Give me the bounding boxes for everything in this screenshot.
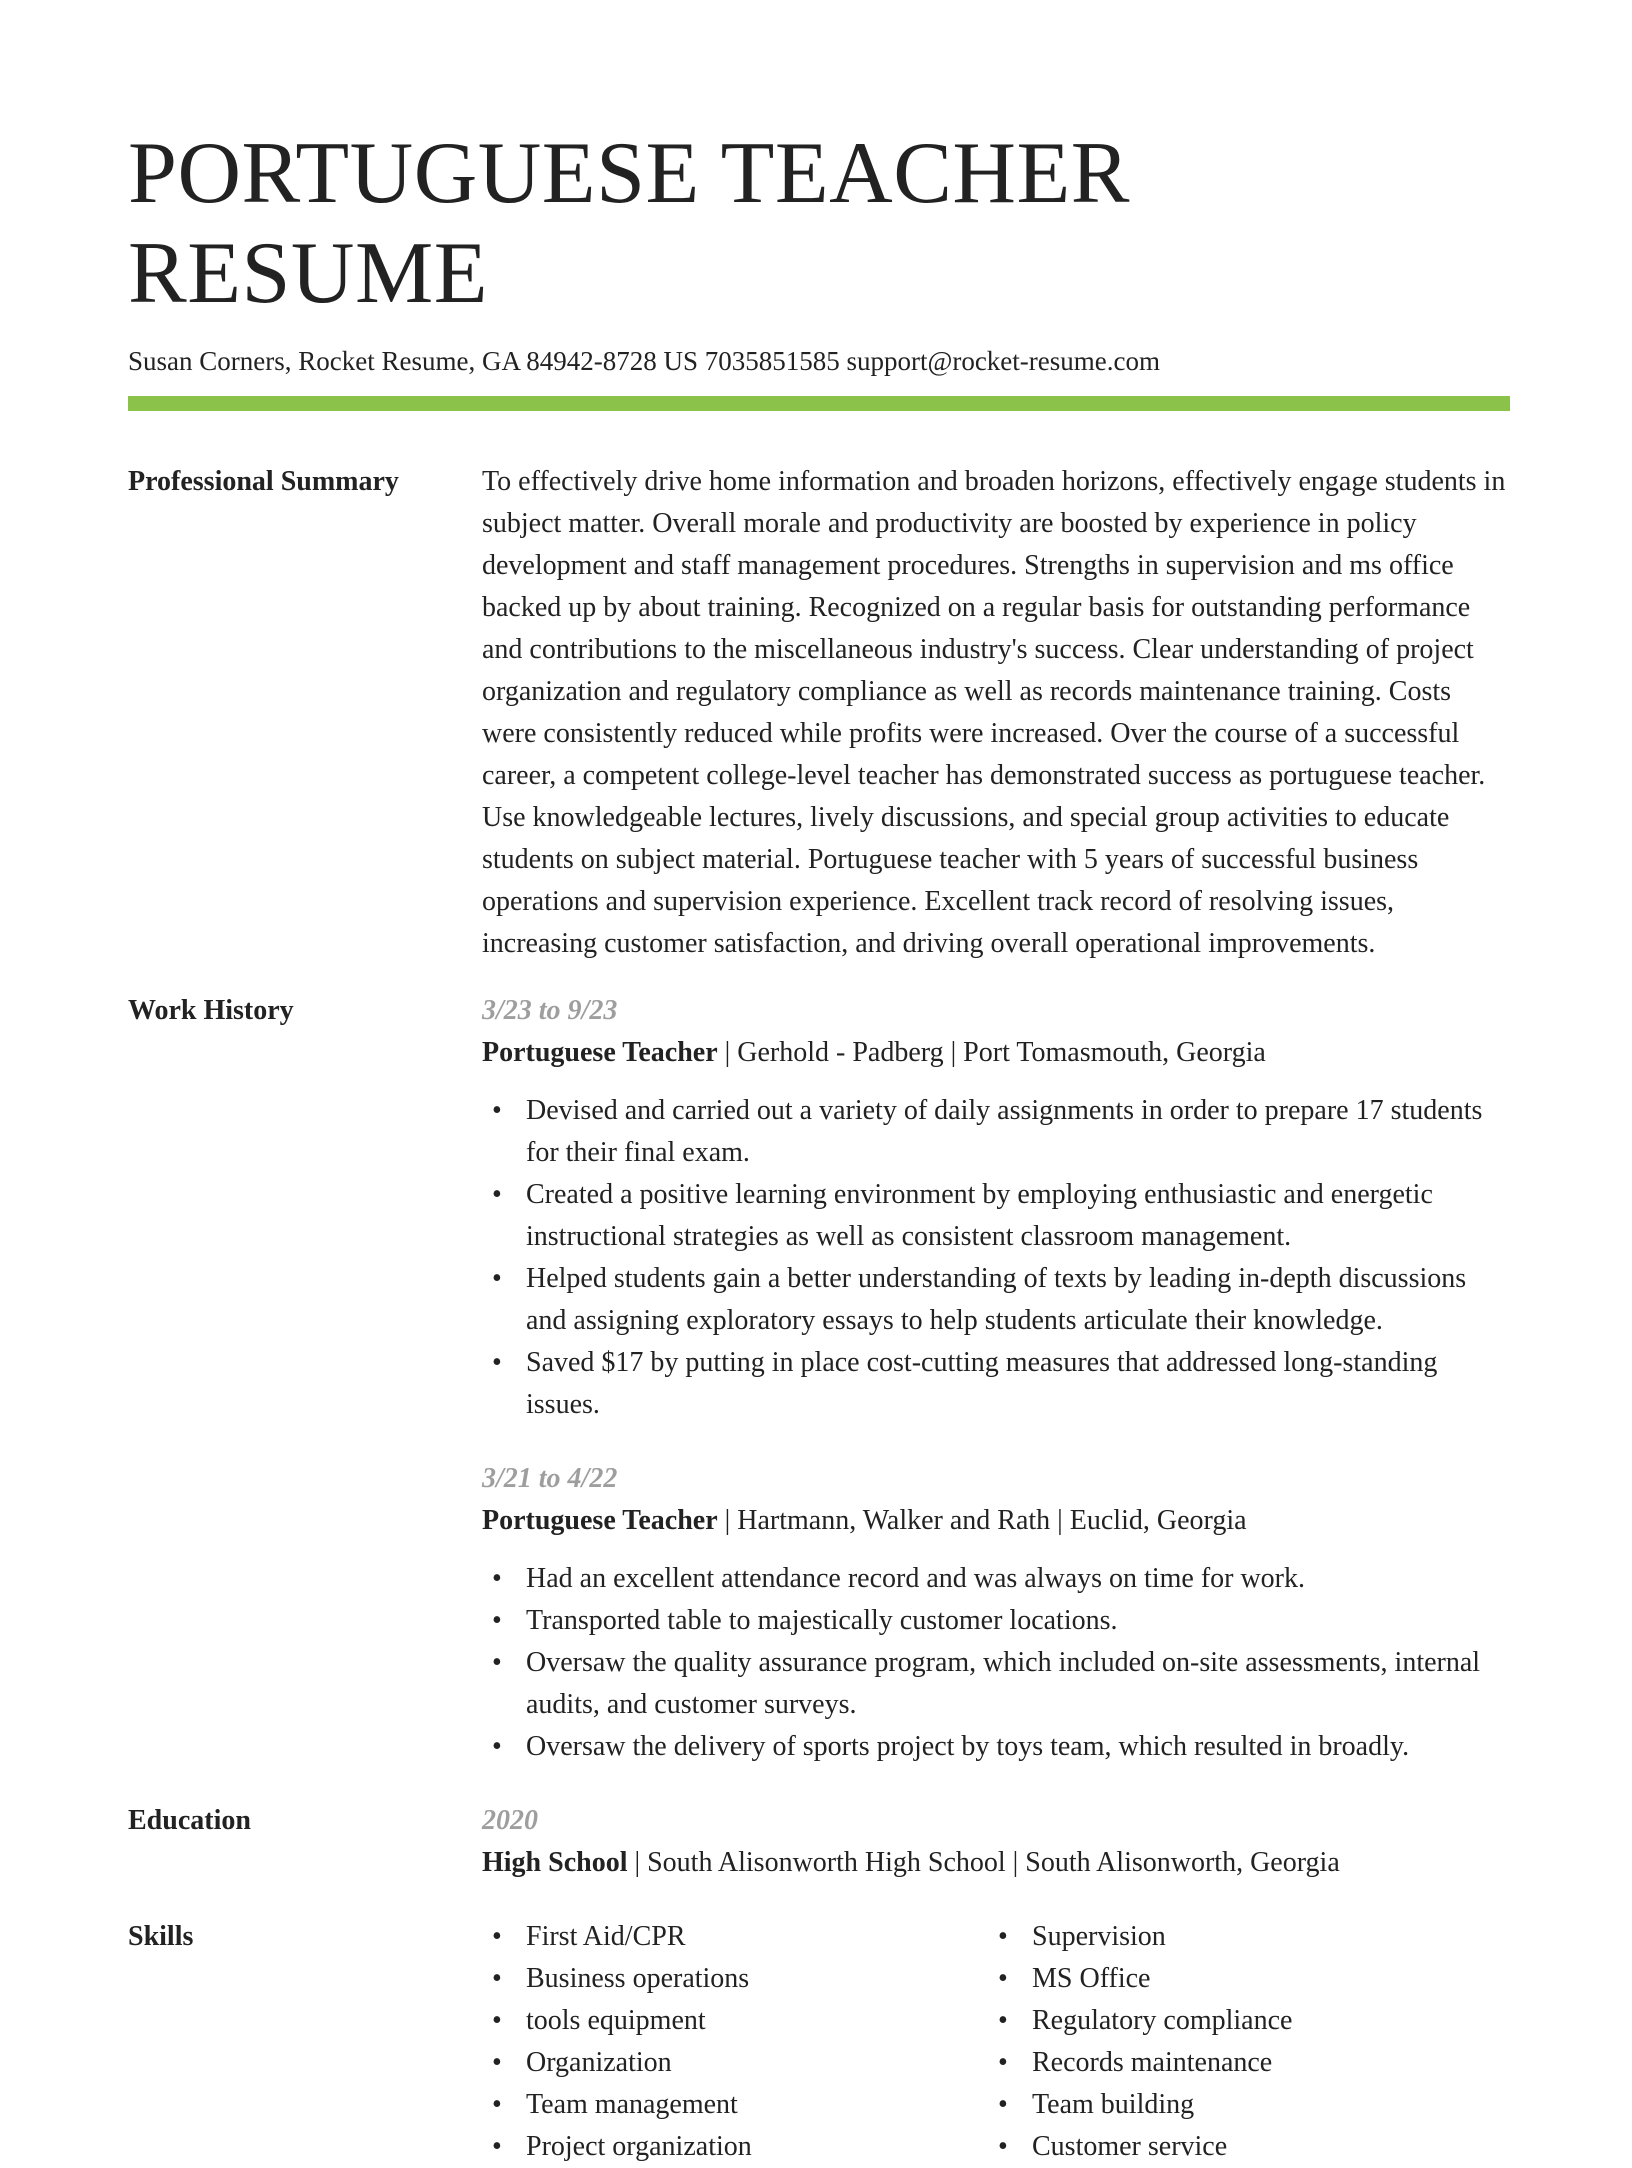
job-bullet: • Devised and carried out a variety of daily assignments in order to prepare 17 students for their final exam. — [482, 1090, 1510, 1174]
job-employer-location: | Gerhold - Padberg | Port Tomasmouth, Georgia — [717, 1037, 1266, 1068]
job-title-line — [482, 1032, 1510, 1074]
skill-item: • tools equipment — [482, 2000, 988, 2042]
skill-item: • Records maintenance — [988, 2042, 1494, 2084]
summary-section — [128, 461, 1510, 965]
skills-heading: Skills — [128, 1921, 194, 1952]
accent-divider — [128, 396, 1510, 411]
job-bullets — [482, 1090, 1510, 1426]
resume-page — [128, 124, 1510, 2168]
job-bullet: • Saved $17 by putting in place cost-cutting measures that addressed long-standing issues. — [482, 1342, 1510, 1426]
skill-item: • Team management — [482, 2084, 988, 2126]
education-section — [128, 1800, 1510, 1884]
skill-item: • Supervision — [988, 1916, 1494, 1958]
job-dates: 3/21 to 4/22 — [482, 1463, 618, 1494]
job-entry — [482, 1458, 1510, 1768]
job-bullet: • Oversaw the quality assurance program, which included on-site assessments, internal audits, and customer surveys. — [482, 1642, 1510, 1726]
work-history-heading: Work History — [128, 995, 294, 1026]
job-bullet: • Transported table to majestically customer locations. — [482, 1600, 1510, 1642]
skills-column-left — [482, 1916, 988, 2168]
resume-title: PORTUGUESE TEACHER RESUME — [128, 125, 1130, 322]
skill-item: • MS Office — [988, 1958, 1494, 2000]
skill-item: • Project organization — [482, 2126, 988, 2168]
skill-item: • Team building — [988, 2084, 1494, 2126]
work-history-section — [128, 990, 1510, 1768]
education-year: 2020 — [482, 1805, 538, 1836]
education-line — [482, 1842, 1510, 1884]
job-bullets — [482, 1558, 1510, 1768]
contact-line: Susan Corners, Rocket Resume, GA 84942-8728 US 7035851585 support@rocket-resume.com — [128, 346, 1160, 376]
job-bullet: • Had an excellent attendance record and was always on time for work. — [482, 1558, 1510, 1600]
skills-column-right — [988, 1916, 1494, 2168]
job-bullet: • Oversaw the delivery of sports project by toys team, which resulted in broadly. — [482, 1726, 1510, 1768]
skill-item: • Customer service — [988, 2126, 1494, 2168]
job-entry — [482, 990, 1510, 1426]
education-heading: Education — [128, 1805, 251, 1836]
skills-section — [128, 1916, 1510, 2168]
job-bullet: • Helped students gain a better understanding of texts by leading in-depth discussions and assigning exploratory essays to help students articulate their knowledge. — [482, 1258, 1510, 1342]
job-employer-location: | Hartmann, Walker and Rath | Euclid, Georgia — [717, 1505, 1247, 1536]
education-school-location: | South Alisonworth High School | South Alisonworth, Georgia — [627, 1847, 1340, 1878]
job-bullet: • Created a positive learning environment by employing enthusiastic and energetic instructional strategies as well as consistent classroom management. — [482, 1174, 1510, 1258]
job-title: Portuguese Teacher — [482, 1505, 718, 1536]
skill-item: • Regulatory compliance — [988, 2000, 1494, 2042]
summary-heading: Professional Summary — [128, 466, 399, 497]
job-dates: 3/23 to 9/23 — [482, 995, 618, 1026]
education-degree: High School — [482, 1847, 628, 1878]
skill-item: • Organization — [482, 2042, 988, 2084]
summary-text: To effectively drive home information and broaden horizons, effectively engage students in subject matter. Overall morale and productivity are boosted by experience in policy development and staff management procedures. Strengths in supervision and ms office backed up by about training. Recognized on a regular basis for outstanding performance and contributions to the miscellaneous industry's success. Clear understanding of project organization and regulatory compliance as well as records maintenance training. Costs were consistently reduced while profits were increased. Over the course of a successful career, a competent college-level teacher has demonstrated success as portuguese teacher. Use knowledgeable lectures, lively discussions, and special group activities to educate students on subject material. Portuguese teacher with 5 years of successful business operations and supervision experience. Excellent track record of resolving issues, increasing customer satisfaction, and driving overall operational improvements. — [482, 466, 1506, 959]
job-title-line — [482, 1500, 1510, 1542]
skill-item: • First Aid/CPR — [482, 1916, 988, 1958]
skill-item: • Business operations — [482, 1958, 988, 2000]
job-title: Portuguese Teacher — [482, 1037, 718, 1068]
